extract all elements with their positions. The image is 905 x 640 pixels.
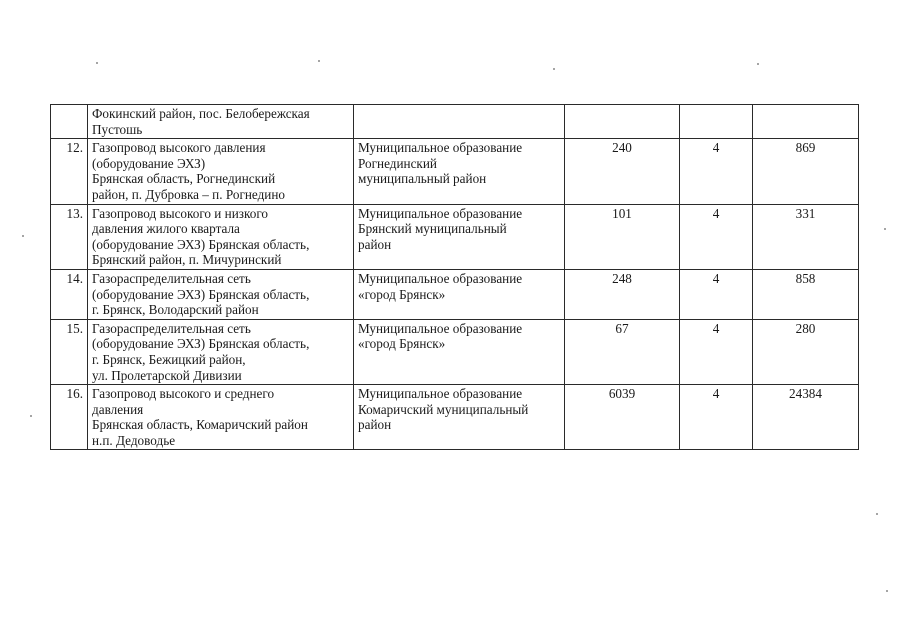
row-number: 16. (51, 385, 88, 450)
municipality: Муниципальное образование «город Брянск» (354, 319, 565, 384)
value-category: 4 (680, 269, 753, 319)
table-row (51, 319, 859, 384)
value-cost: 331 (753, 204, 859, 269)
object-description: Газораспределительная сеть (оборудование ЭХЗ) Брянская область, г. Брянск, Бежицкий район, ул. Пролетарской Дивизии (88, 319, 354, 384)
scan-speck (884, 228, 886, 230)
table-row (51, 204, 859, 269)
table-row (51, 385, 859, 450)
scan-speck (886, 590, 888, 592)
value-cost: 869 (753, 139, 859, 204)
municipality: Муниципальное образование «город Брянск» (354, 269, 565, 319)
value-category: 4 (680, 139, 753, 204)
row-number: 12. (51, 139, 88, 204)
object-description: Газопровод высокого давления (оборудование ЭХЗ) Брянская область, Рогнединский район, п. Дубровка – п. Рогнедино (88, 139, 354, 204)
value-cost: 24384 (753, 385, 859, 450)
value-length: 6039 (565, 385, 680, 450)
row-number: 13. (51, 204, 88, 269)
scan-speck (876, 513, 878, 515)
scan-speck (30, 415, 32, 417)
row-number (51, 105, 88, 139)
object-description: Газораспределительная сеть (оборудование ЭХЗ) Брянская область, г. Брянск, Володарский район (88, 269, 354, 319)
value-category: 4 (680, 204, 753, 269)
value-cost (753, 105, 859, 139)
value-cost: 280 (753, 319, 859, 384)
municipality: Муниципальное образование Рогнединский муниципальный район (354, 139, 565, 204)
object-description: Фокинский район, пос. Белобережская Пустошь (88, 105, 354, 139)
value-category: 4 (680, 385, 753, 450)
object-description: Газопровод высокого и низкого давления жилого квартала (оборудование ЭХЗ) Брянская область, Брянский район, п. Мичуринский (88, 204, 354, 269)
municipality (354, 105, 565, 139)
scan-speck (553, 68, 555, 70)
value-length (565, 105, 680, 139)
scan-speck (22, 235, 24, 237)
scan-speck (318, 60, 320, 62)
gas-pipeline-table (50, 104, 859, 450)
table-row (51, 269, 859, 319)
value-length: 248 (565, 269, 680, 319)
value-category (680, 105, 753, 139)
scan-speck (96, 62, 98, 64)
object-description: Газопровод высокого и среднего давления Брянская область, Комаричский район н.п. Дедоводье (88, 385, 354, 450)
municipality: Муниципальное образование Комаричский муниципальный район (354, 385, 565, 450)
municipality: Муниципальное образование Брянский муниципальный район (354, 204, 565, 269)
table-row (51, 105, 859, 139)
row-number: 15. (51, 319, 88, 384)
value-category: 4 (680, 319, 753, 384)
row-number: 14. (51, 269, 88, 319)
value-length: 67 (565, 319, 680, 384)
table-row (51, 139, 859, 204)
value-length: 101 (565, 204, 680, 269)
scan-speck (757, 63, 759, 65)
value-length: 240 (565, 139, 680, 204)
value-cost: 858 (753, 269, 859, 319)
